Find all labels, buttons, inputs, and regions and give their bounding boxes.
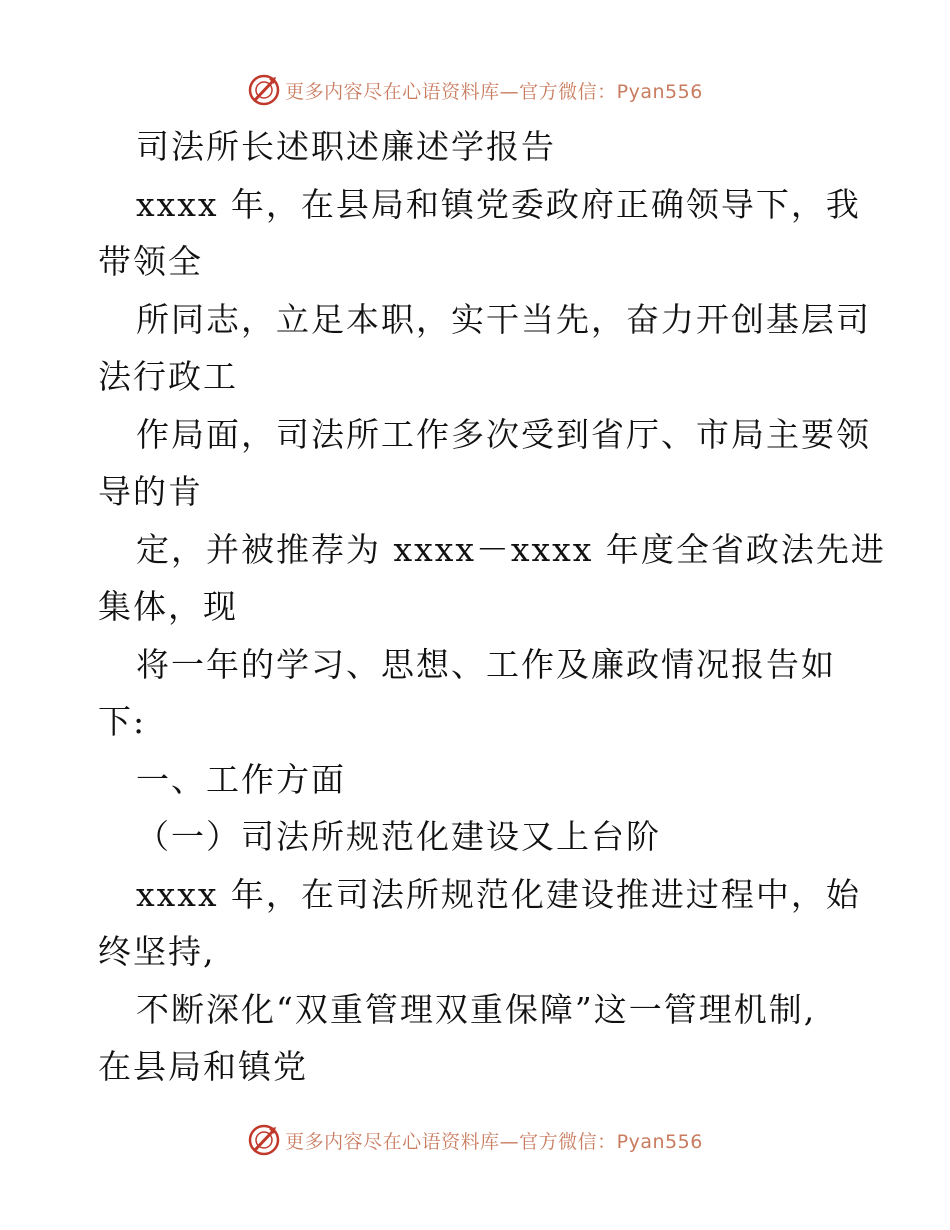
seal-logo-icon	[247, 1123, 281, 1157]
text-line: 作局面，司法所工作多次受到省厅、市局主要领	[136, 414, 871, 454]
text-line: 一、工作方面	[136, 759, 346, 799]
text-line: 不断深化“双重管理双重保障”这一管理机制,	[136, 989, 817, 1029]
text-line: 下:	[98, 702, 147, 741]
text-line: 终坚持,	[98, 932, 216, 971]
text-line: 导的肯	[98, 472, 203, 511]
document-body	[98, 118, 886, 1096]
text-line: 所同志，立足本职，实干当先，奋力开创基层司	[136, 299, 871, 339]
text-line: （一）司法所规范化建设又上台阶	[136, 817, 661, 856]
watermark-text: 更多内容尽在心语资料库—官方微信：Pyan556	[285, 80, 703, 103]
watermark-text: 更多内容尽在心语资料库—官方微信：Pyan556	[285, 1130, 703, 1153]
text-line: 将一年的学习、思想、工作及廉政情况报告如	[136, 644, 836, 684]
text-line: 带领全	[98, 242, 203, 281]
text-line: xxxx 年，在司法所规范化建设推进过程中，始	[136, 874, 861, 914]
document-title: 司法所长述职述廉述学报告	[136, 127, 556, 166]
text-line: 集体，现	[98, 587, 238, 626]
watermark-banner-top	[0, 70, 950, 110]
text-line: 定，并被推荐为 xxxx－xxxx 年度全省政法先进	[136, 529, 886, 569]
text-line: 法行政工	[98, 357, 238, 396]
seal-logo-icon	[247, 73, 281, 107]
watermark-banner-bottom	[0, 1120, 950, 1160]
text-line: xxxx 年，在县局和镇党委政府正确领导下，我	[136, 184, 861, 224]
text-line: 在县局和镇党	[98, 1047, 308, 1086]
